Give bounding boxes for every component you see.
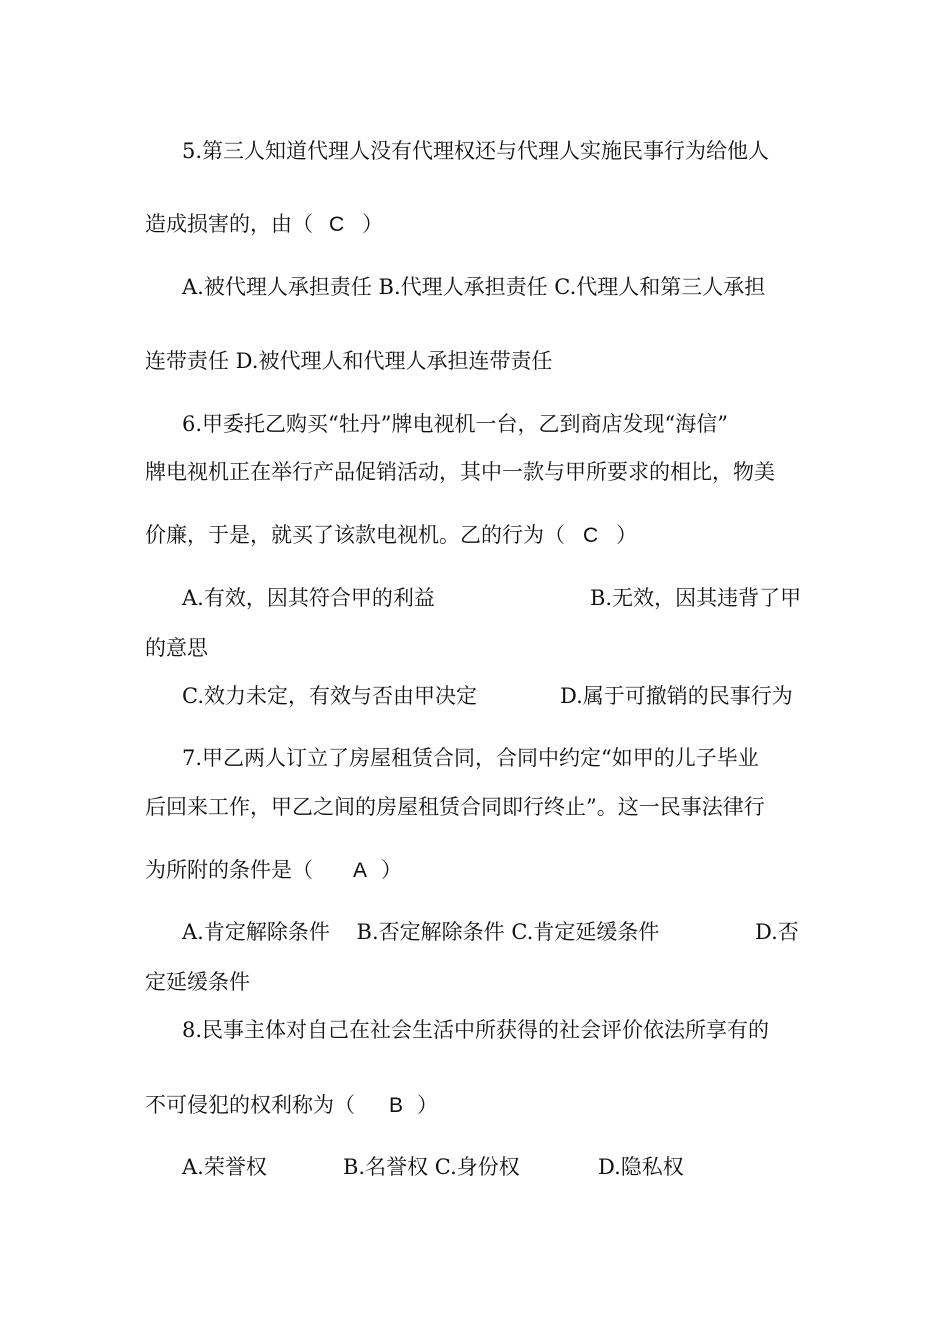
q6-stem-prefix: 价廉，于是，就买了该款电视机。乙的行为（ bbox=[145, 523, 565, 547]
q6-stem-suffix: ） bbox=[616, 523, 638, 547]
q6-option-d: D.属于可撤销的民事行为 bbox=[560, 684, 793, 708]
q8-option-d: D.隐私权 bbox=[598, 1155, 684, 1179]
q5-options-line2: 连带责任 D.被代理人和代理人承担连带责任 bbox=[145, 349, 553, 373]
q6-stem-line1: 6.甲委托乙购买“牡丹”牌电视机一台，乙到商店发现“海信” bbox=[182, 412, 728, 436]
q7-stem-line1: 7.甲乙两人订立了房屋租赁合同，合同中约定“如甲的儿子毕业 bbox=[182, 746, 759, 770]
q5-stem-line1: 5.第三人知道代理人没有代理权还与代理人实施民事行为给他人 bbox=[182, 139, 770, 163]
q7-stem-suffix: ） bbox=[381, 858, 403, 882]
q6-option-a: A.有效，因其符合甲的利益 bbox=[182, 586, 435, 610]
q6-option-b: B.无效，因其违背了甲 bbox=[590, 586, 802, 610]
q5-stem-prefix: 造成损害的，由（ bbox=[145, 212, 313, 236]
q7-stem-line3 bbox=[145, 856, 402, 885]
q8-answer: B bbox=[389, 1094, 404, 1117]
q7-options-line1: A.肯定解除条件 B.否定解除条件 C.肯定延缓条件 bbox=[182, 920, 660, 944]
q6-stem-line3 bbox=[145, 521, 637, 550]
q8-option-bc: B.名誉权 C.身份权 bbox=[343, 1155, 520, 1179]
q8-stem-line1: 8.民事主体对自己在社会生活中所获得的社会评价依法所享有的 bbox=[182, 1018, 770, 1042]
q5-answer: C bbox=[329, 213, 345, 236]
q7-stem-line2: 后回来工作，甲乙之间的房屋租赁合同即行终止”。这一民事法律行 bbox=[145, 795, 765, 819]
q8-option-a: A.荣誉权 bbox=[182, 1155, 267, 1179]
q5-stem-line2 bbox=[145, 210, 383, 239]
q8-stem-prefix: 不可侵犯的权利称为（ bbox=[145, 1093, 355, 1117]
q7-option-d-cont: 定延缓条件 bbox=[145, 970, 250, 994]
q8-stem-line2 bbox=[145, 1091, 438, 1120]
q7-answer: A bbox=[353, 859, 368, 882]
q6-stem-line2: 牌电视机正在举行产品促销活动，其中一款与甲所要求的相比，物美 bbox=[145, 460, 775, 484]
q6-answer: C bbox=[583, 524, 599, 547]
q6-option-c: C.效力未定，有效与否由甲决定 bbox=[182, 684, 477, 708]
q5-options-line1: A.被代理人承担责任 B.代理人承担责任 C.代理人和第三人承担 bbox=[182, 275, 766, 299]
q7-stem-prefix: 为所附的条件是（ bbox=[145, 858, 313, 882]
q5-stem-suffix: ） bbox=[362, 212, 384, 236]
q6-option-b-cont: 的意思 bbox=[145, 636, 208, 660]
q7-option-d: D.否 bbox=[755, 920, 799, 944]
q8-stem-suffix: ） bbox=[417, 1093, 439, 1117]
